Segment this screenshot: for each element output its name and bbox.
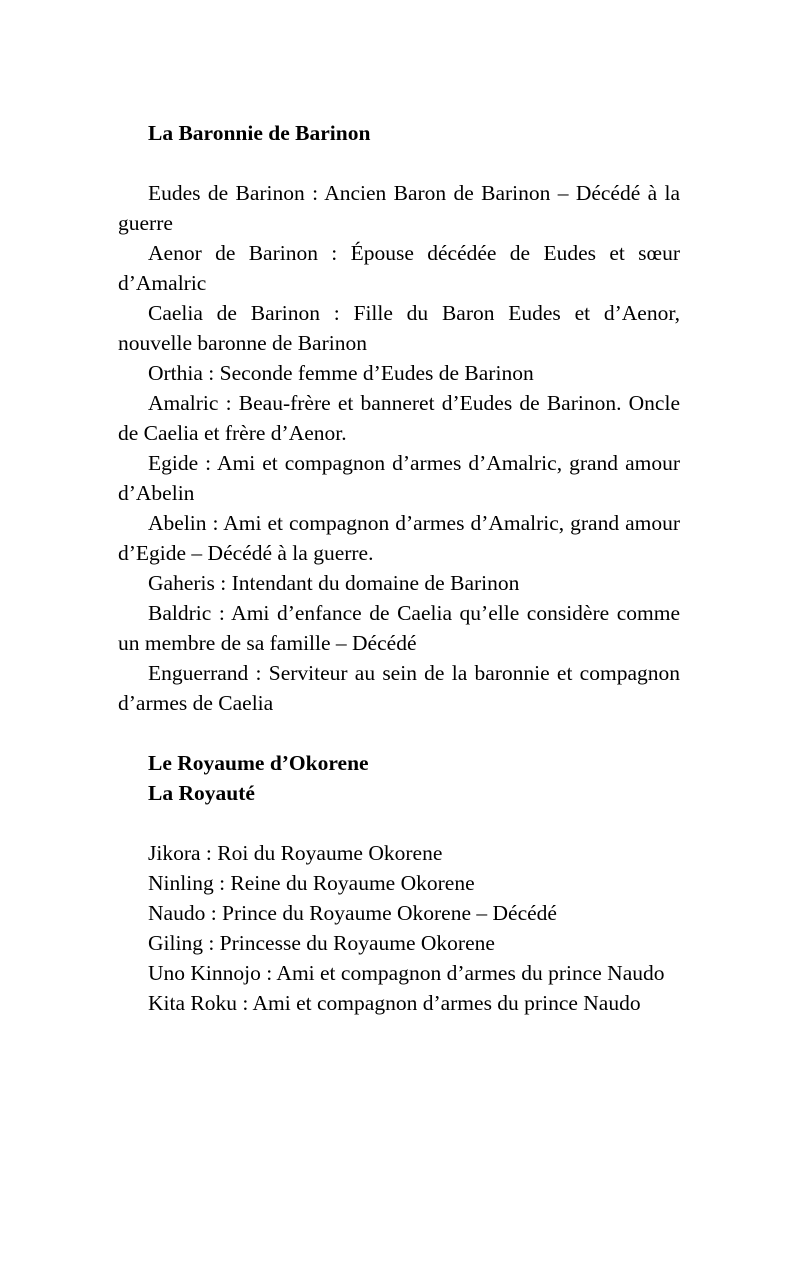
character-entry: Kita Roku : Ami et compagnon d’armes du prince Naudo (148, 991, 641, 1015)
spacer (118, 148, 680, 178)
character-entry: Orthia : Seconde femme d’Eudes de Barinon (148, 361, 534, 385)
character-entry: Aenor de Barinon : Épouse décédée de Eudes et sœur d’Amalric (118, 241, 680, 295)
character-list-okorene (118, 838, 680, 1018)
spacer (118, 718, 680, 748)
character-entry: Naudo : Prince du Royaume Okorene – Décédé (148, 901, 557, 925)
character-entry: Baldric : Ami d’enfance de Caelia qu’elle considère comme un membre de sa famille – Décédé (118, 601, 680, 655)
character-entry: Ninling : Reine du Royaume Okorene (148, 871, 475, 895)
section-title-okorene: Le Royaume d’Okorene (148, 751, 369, 775)
character-entry: Caelia de Barinon : Fille du Baron Eudes et d’Aenor, nouvelle baronne de Barinon (118, 301, 680, 355)
character-entry: Abelin : Ami et compagnon d’armes d’Amalric, grand amour d’Egide – Décédé à la guerre. (118, 511, 680, 565)
character-entry: Giling : Princesse du Royaume Okorene (148, 931, 495, 955)
character-entry: Gaheris : Intendant du domaine de Barinon (148, 571, 520, 595)
section-title-barinon: La Baronnie de Barinon (148, 121, 371, 145)
page-content (118, 118, 680, 1018)
character-list-barinon (118, 178, 680, 718)
character-entry: Eudes de Barinon : Ancien Baron de Barinon – Décédé à la guerre (118, 181, 680, 235)
character-entry: Jikora : Roi du Royaume Okorene (148, 841, 443, 865)
character-entry: Enguerrand : Serviteur au sein de la baronnie et compagnon d’armes de Caelia (118, 661, 680, 715)
section-subtitle-royaute: La Royauté (148, 781, 255, 805)
spacer (118, 808, 680, 838)
character-entry: Amalric : Beau-frère et banneret d’Eudes de Barinon. Oncle de Caelia et frère d’Aenor. (118, 391, 680, 445)
character-entry: Uno Kinnojo : Ami et compagnon d’armes du prince Naudo (148, 961, 665, 985)
character-entry: Egide : Ami et compagnon d’armes d’Amalric, grand amour d’Abelin (118, 451, 680, 505)
